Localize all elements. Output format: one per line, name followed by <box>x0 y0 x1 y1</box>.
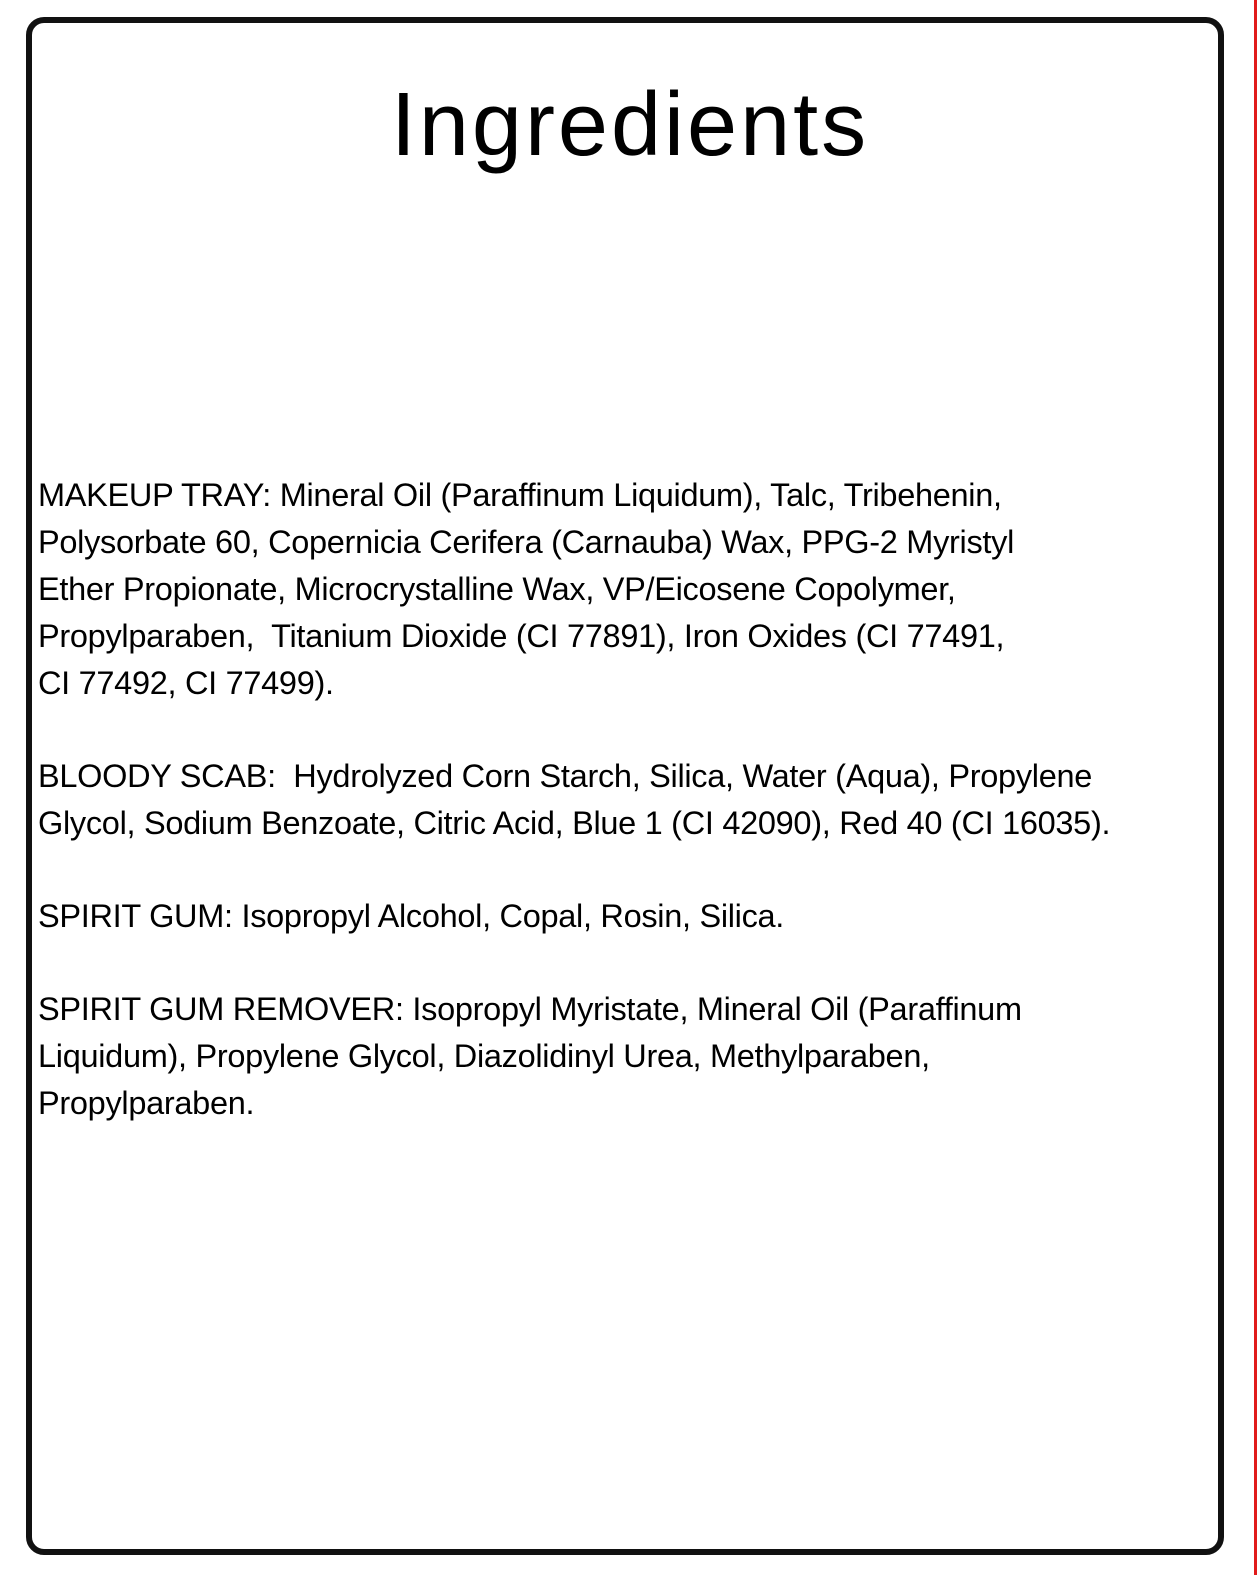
page-title: Ingredients <box>390 75 870 175</box>
ingredient-spirit-gum: SPIRIT GUM: Isopropyl Alcohol, Copal, Rosin, Silica. <box>38 898 785 934</box>
ingredient-spirit-gum-remover: SPIRIT GUM REMOVER: Isopropyl Myristate, Mineral Oil (Paraffinum Liquidum), Propylene Glycol, Diazolidinyl Urea, Methylparaben, Propylparaben. <box>38 991 1022 1121</box>
red-edge-accent <box>1254 0 1257 1575</box>
ingredient-bloody-scab: BLOODY SCAB: Hydrolyzed Corn Starch, Silica, Water (Aqua), Propylene Glycol, Sodium Benzoate, Citric Acid, Blue 1 (CI 42090), Red 40 (CI 16035). <box>38 758 1111 841</box>
ingredient-makeup-tray: MAKEUP TRAY: Mineral Oil (Paraffinum Liquidum), Talc, Tribehenin, Polysorbate 60, Copernicia Cerifera (Carnauba) Wax, PPG-2 Myristyl Ether Propionate, Microcrystalline Wax, VP/Eicosene Copolymer, Propylparaben, Titanium Dioxide (CI 77891), Iron Oxides (CI 77491, CI 77492, CI 77499). <box>38 477 1015 701</box>
ingredients-list <box>38 472 1228 1173</box>
